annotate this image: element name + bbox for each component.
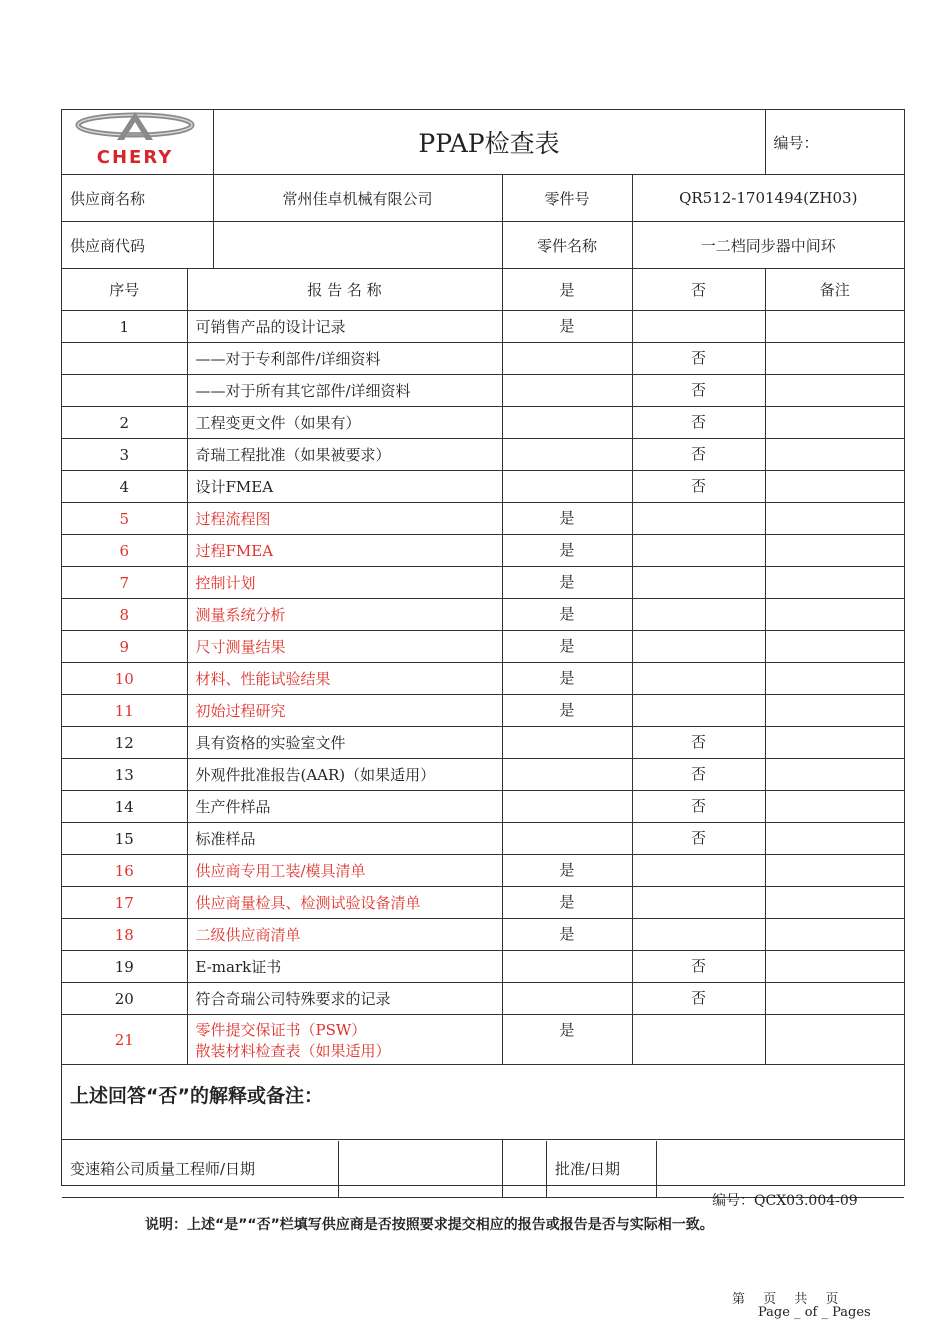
table-row [62,599,904,631]
no-cell: 否 [632,375,765,407]
supplier-name-value: 常州佳卓机械有限公司 [213,175,502,222]
remark-cell [765,567,904,599]
no-cell [632,631,765,663]
remark-cell [765,855,904,887]
row-number: 14 [62,791,187,823]
table-row [62,471,904,503]
report-name [187,375,502,407]
page-number-cn: 第 页 共 页 [732,1292,839,1307]
part-no-label: 零件号 [502,175,632,222]
part-name-label: 零件名称 [502,222,632,269]
no-cell: 否 [632,407,765,439]
table-row [62,535,904,567]
chery-logo [62,110,212,170]
ppap-checklist-form [61,109,905,1186]
report-name [187,759,502,791]
report-name [187,695,502,727]
table-row [62,503,904,535]
checklist-table [62,110,904,1198]
row-number: 6 [62,535,187,567]
yes-cell: 是 [502,663,632,695]
report-name-line: 尺寸测量结果 [195,638,286,656]
page-title: PPAP检查表 [213,110,765,175]
table-row [62,983,904,1015]
report-name-line: 符合奇瑞公司特殊要求的记录 [195,990,391,1008]
table-row [62,951,904,983]
report-name-line: 初始过程研究 [195,702,286,720]
table-row [62,695,904,727]
report-name-line: 二级供应商清单 [195,926,301,944]
yes-cell [502,439,632,471]
yes-cell [502,791,632,823]
row-number: 5 [62,503,187,535]
no-cell: 否 [632,823,765,855]
yes-cell: 是 [502,855,632,887]
logo-cell [62,110,213,175]
table-row [62,887,904,919]
remark-cell [765,791,904,823]
yes-cell [502,983,632,1015]
chery-wordmark: CHERY [96,147,174,168]
remark-cell [765,503,904,535]
report-name [187,791,502,823]
supplier-code-label: 供应商代码 [62,222,213,269]
engineer-label: 变速箱公司质量工程师/日期 [62,1141,338,1197]
doc-code-label: 编号： [765,110,904,175]
no-cell: 否 [632,727,765,759]
checklist-rows [62,311,904,1065]
row-number: 20 [62,983,187,1015]
row-number: 19 [62,951,187,983]
no-cell: 否 [632,759,765,791]
row-number: 8 [62,599,187,631]
table-row [62,631,904,663]
report-name [187,439,502,471]
yes-cell: 是 [502,919,632,951]
report-name [187,311,502,343]
row-number: 9 [62,631,187,663]
supplier-code-value [213,222,502,269]
yes-cell: 是 [502,567,632,599]
report-name [187,1015,502,1065]
row-number: 11 [62,695,187,727]
yes-cell: 是 [502,695,632,727]
report-name-line: 可销售产品的设计记录 [195,318,346,336]
report-name-line: 奇瑞工程批准（如果被要求） [195,446,391,464]
table-row [62,727,904,759]
row-number: 17 [62,887,187,919]
no-cell [632,663,765,695]
part-name-value: 一二档同步器中间环 [632,222,904,269]
table-row [62,919,904,951]
table-row [62,663,904,695]
yes-cell [502,823,632,855]
no-cell [632,311,765,343]
report-name [187,855,502,887]
remark-cell [765,951,904,983]
yes-cell: 是 [502,311,632,343]
remark-cell [765,887,904,919]
yes-cell [502,951,632,983]
no-cell: 否 [632,343,765,375]
remark-cell [765,599,904,631]
row-number: 3 [62,439,187,471]
report-name-line: 具有资格的实验室文件 [195,734,346,752]
row-number: 2 [62,407,187,439]
no-cell [632,1015,765,1065]
report-name [187,631,502,663]
no-cell: 否 [632,983,765,1015]
report-name-line: 设计FMEA [195,478,274,496]
remark-cell [765,823,904,855]
report-name-line: 测量系统分析 [195,606,286,624]
report-name [187,887,502,919]
report-name-line: 供应商量检具、检测试验设备清单 [195,894,421,912]
remark-cell [765,407,904,439]
table-row [62,343,904,375]
yes-cell [502,407,632,439]
row-number: 13 [62,759,187,791]
remark-cell [765,919,904,951]
no-cell [632,695,765,727]
row-number: 15 [62,823,187,855]
footer-note: 说明：上述“是”“否”栏填写供应商是否按照要求提交相应的报告或报告是否与实际相一致。 [145,1217,714,1233]
yes-cell [502,727,632,759]
report-name [187,567,502,599]
report-name [187,663,502,695]
no-cell [632,503,765,535]
remark-cell [765,1015,904,1065]
no-cell [632,567,765,599]
report-name-line-2: 散装材料检查表（如果适用） [195,1041,391,1060]
yes-cell: 是 [502,887,632,919]
row-number [62,375,187,407]
row-number: 21 [62,1015,187,1065]
yes-cell [502,759,632,791]
row-number: 1 [62,311,187,343]
report-name-line: 生产件样品 [195,798,271,816]
report-name-line: 材料、性能试验结果 [195,670,331,688]
table-row [62,823,904,855]
report-name [187,727,502,759]
yes-cell: 是 [502,1015,632,1065]
column-header-remark: 备注 [765,269,904,311]
remark-cell [765,375,904,407]
yes-cell: 是 [502,599,632,631]
table-row [62,759,904,791]
report-name [187,407,502,439]
remarks-heading: 上述回答“否”的解释或备注： [62,1065,904,1140]
page-number-en: Page _ of _ Pages [758,1305,871,1320]
table-row [62,407,904,439]
report-name-line: 过程流程图 [195,510,271,528]
report-name-line: E-mark证书 [195,958,282,976]
table-row [62,791,904,823]
report-name [187,535,502,567]
table-row [62,439,904,471]
report-name [187,503,502,535]
remark-cell [765,695,904,727]
yes-cell: 是 [502,631,632,663]
yes-cell: 是 [502,503,632,535]
report-name-line: 标准样品 [195,830,256,848]
column-header-no: 序号 [62,269,187,311]
remark-cell [765,311,904,343]
table-row [62,1015,904,1065]
column-header-report: 报 告 名 称 [187,269,502,311]
no-cell: 否 [632,471,765,503]
report-name-line: 零件提交保证书（PSW） [195,1020,367,1039]
no-cell [632,535,765,567]
row-number: 10 [62,663,187,695]
report-name [187,471,502,503]
remark-cell [765,631,904,663]
row-number: 4 [62,471,187,503]
row-number: 12 [62,727,187,759]
no-cell [632,599,765,631]
no-cell [632,887,765,919]
report-name [187,599,502,631]
report-name [187,343,502,375]
remark-cell [765,535,904,567]
no-cell [632,919,765,951]
no-cell: 否 [632,791,765,823]
part-no-value: QR512-1701494(ZH03) [632,175,904,222]
column-header-yes: 是 [502,269,632,311]
no-cell [632,855,765,887]
approve-label: 批准/日期 [547,1141,657,1197]
remark-cell [765,663,904,695]
row-number: 16 [62,855,187,887]
remark-cell [765,727,904,759]
yes-cell [502,375,632,407]
report-name-line: 外观件批准报告(AAR)（如果适用） [195,766,436,784]
report-name [187,919,502,951]
report-name-line: 过程FMEA [195,542,274,560]
engineer-value [338,1141,502,1197]
remark-cell [765,439,904,471]
remark-cell [765,343,904,375]
report-name-line: ——对于所有其它部件/详细资料 [195,382,411,400]
table-row [62,567,904,599]
table-row [62,855,904,887]
remark-cell [765,471,904,503]
table-row [62,375,904,407]
row-number [62,343,187,375]
form-code: 编号：QCX03.004-09 [712,1193,858,1209]
report-name [187,951,502,983]
remark-cell [765,983,904,1015]
no-cell: 否 [632,439,765,471]
report-name-line: ——对于专利部件/详细资料 [195,350,381,368]
no-cell: 否 [632,951,765,983]
report-name-line: 控制计划 [195,574,256,592]
column-header-no-answer: 否 [632,269,765,311]
table-row [62,311,904,343]
yes-cell: 是 [502,535,632,567]
report-name [187,983,502,1015]
report-name [187,823,502,855]
report-name-line: 工程变更文件（如果有） [195,414,361,432]
row-number: 7 [62,567,187,599]
yes-cell [502,471,632,503]
row-number: 18 [62,919,187,951]
remark-cell [765,759,904,791]
chery-emblem-icon [78,112,192,140]
supplier-name-label: 供应商名称 [62,175,213,222]
approve-value [657,1141,905,1197]
yes-cell [502,343,632,375]
report-name-line: 供应商专用工装/模具清单 [195,862,366,880]
